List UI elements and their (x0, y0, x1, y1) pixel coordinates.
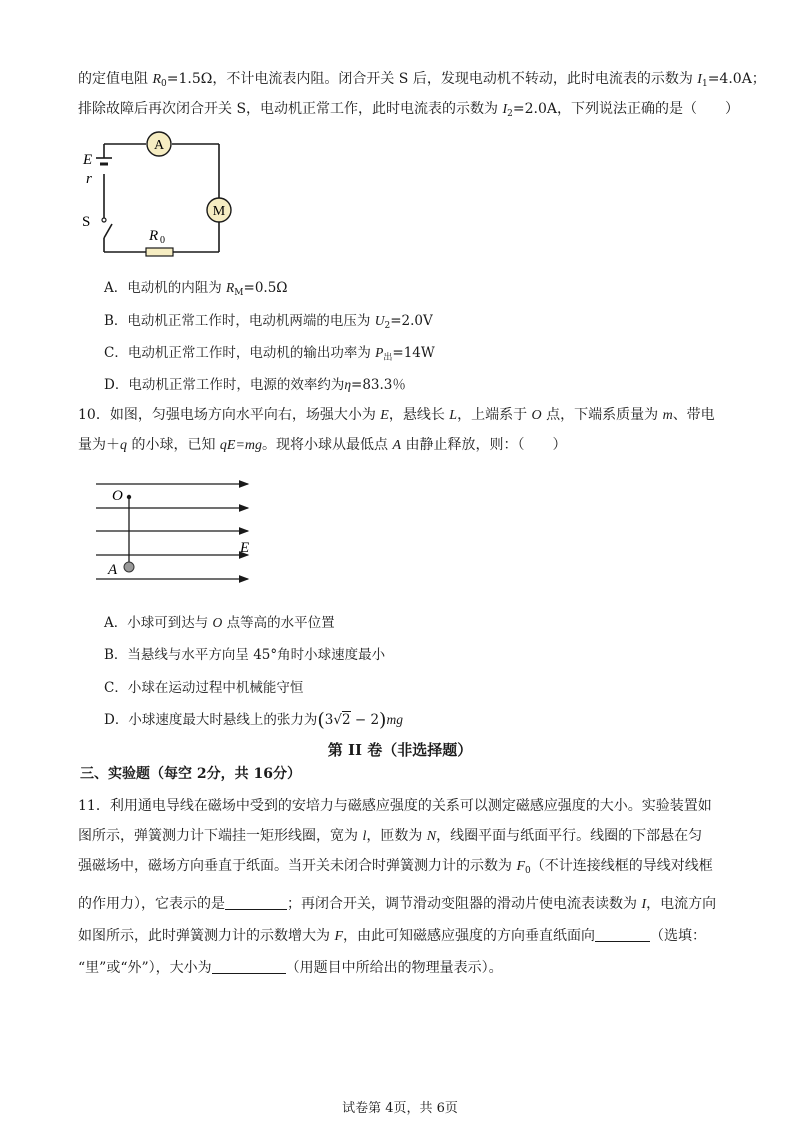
answer-blank-2[interactable] (595, 927, 650, 942)
q10-option-b: B．当悬线与水平方向呈 45°角时小球速度最小 (104, 647, 386, 663)
q11-line-4: 的作用力），它表示的是 ；再闭合开关，调节滑动变阻器的滑动片使电流表读数为 I，电流方向 (78, 896, 717, 912)
svg-text:A: A (153, 138, 165, 153)
q9-option-d: D．电动机正常工作时，电源的效率约为η=83.3％ (104, 377, 406, 393)
pivot-point (127, 495, 131, 499)
label-r: r (86, 171, 92, 187)
answer-blank-3[interactable] (212, 959, 286, 974)
q9-line-1: 的定值电阻 $R_0=1.5\Omega$，不计电流表内阻。闭合开关 S 后，发现电动机不转动，此时电流表的示数为 $I_1=4.0A$； (78, 71, 766, 89)
q10-option-d: D．小球速度最大时悬线上的张力为(3√2 − 2)mg (104, 709, 403, 731)
electric-field-diagram (90, 472, 260, 587)
label-E: E (83, 152, 93, 168)
battery-symbol (96, 158, 112, 164)
ball (124, 562, 134, 572)
q11-line-2: 图所示，弹簧测力计下端挂一矩形线圈，宽为 l，匝数为 N，线圈平面与纸面平行。线圈的下部悬在匀 (78, 828, 703, 844)
q10-line-1: 10．如图，匀强电场方向水平向右，场强大小为 E，悬线长 L，上端系于 O 点，下端系质量为 m、带电 (78, 407, 715, 423)
resistor-symbol (146, 248, 173, 256)
switch-symbol (102, 218, 112, 238)
q11-line-6: “里”或“外”），大小为 （用题目中所给出的物理量表示）。 (78, 960, 503, 976)
section-title: 第 II 卷（非选择题） (327, 741, 473, 759)
page-footer: 试卷第 4页，共 6页 (342, 1101, 458, 1116)
label-O: O (112, 488, 123, 504)
q9-line-2: 排除故障后再次闭合开关 S，电动机正常工作，此时电流表的示数为 $I_2=2.0A$，下列说法正确的是（ ） (78, 101, 740, 119)
q10-option-c: C．小球在运动过程中机械能守恒 (104, 680, 304, 696)
q10-option-a: A．小球可到达与 O 点等高的水平位置 (104, 615, 335, 631)
section-heading: 三、实验题（每空 2分，共 16分） (80, 766, 301, 782)
sqrt-symbol: √ (333, 712, 342, 728)
q10-line-2: 量为＋q 的小球，已知 qE=mg。现将小球从最低点 A 由静止释放，则：（ ） (78, 437, 567, 453)
q11-line-3: 强磁场中，磁场方向垂直于纸面。当开关未闭合时弹簧测力计的示数为 $F_0$（不计连接线框的导线对线框 (78, 858, 713, 876)
label-E-field: E (240, 540, 250, 556)
label-A: A (108, 562, 118, 578)
q9-option-a: A．电动机的内阻为 $R_M=0.5\Omega$ (104, 280, 288, 298)
q11-line-5: 如图所示，此时弹簧测力计的示数增大为 F，由此可知磁感应强度的方向垂直纸面向 （选填： (78, 928, 707, 944)
label-R0-sub: 0 (160, 235, 165, 246)
motor-symbol (207, 198, 231, 222)
q9-option-b: B．电动机正常工作时，电动机两端的电压为 $U_2=2.0V$ (104, 313, 433, 331)
q11-line-1: 11．利用通电导线在磁场中受到的安培力与磁感应强度的关系可以测定磁感应强度的大小。实验装置如 (78, 798, 712, 814)
answer-blank-1[interactable] (225, 895, 287, 910)
label-S: S (82, 214, 91, 230)
ammeter-symbol (147, 132, 171, 156)
q9-option-c: C．电动机正常工作时，电动机的输出功率为 $P_出=14W$ (104, 345, 435, 363)
svg-text:M: M (212, 204, 226, 219)
label-R0: R (149, 228, 159, 244)
circuit-diagram (78, 128, 248, 260)
